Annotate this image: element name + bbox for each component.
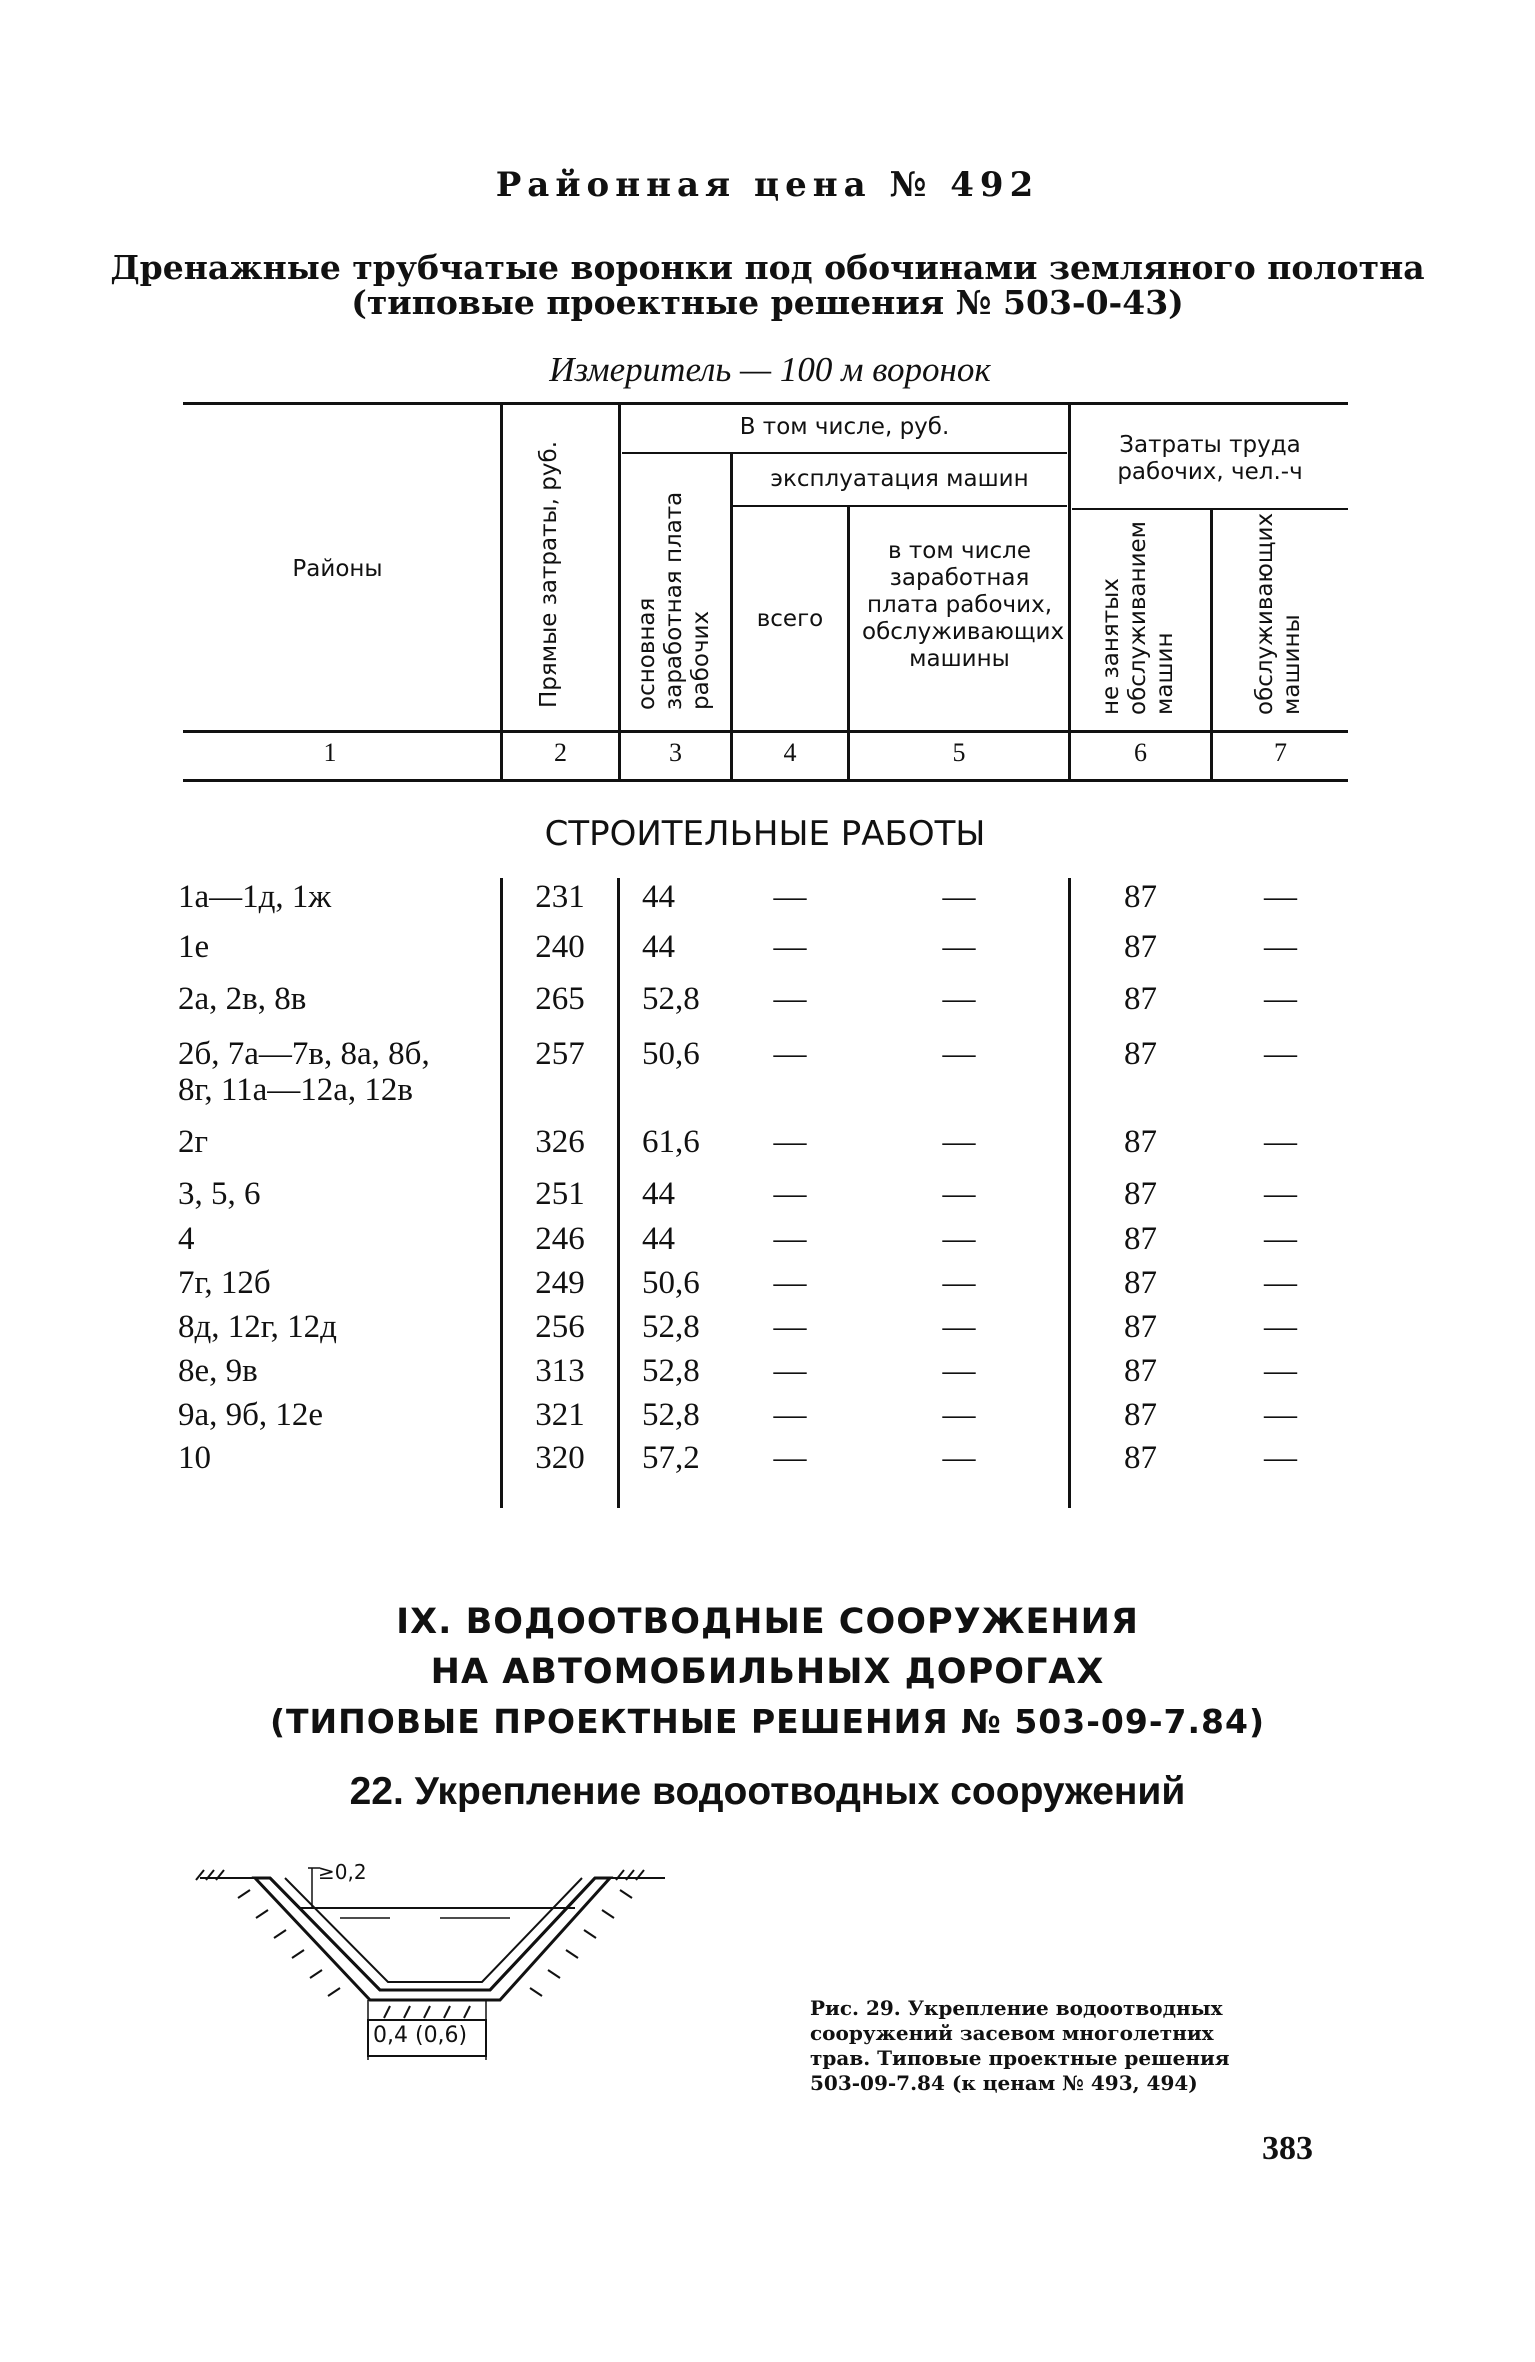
group-machines: эксплуатация машин (770, 466, 1029, 492)
section-heading: СТРОИТЕЛЬНЫЕ РАБОТЫ (544, 814, 986, 854)
header-bottom-rule (183, 730, 1348, 733)
row-labor: 87 (1124, 1440, 1157, 1476)
row-wage: 44 (642, 879, 675, 915)
row-direct: 321 (535, 1397, 585, 1433)
measure-unit: Измеритель — 100 м воронок (549, 350, 991, 389)
row-machine-wage: — (942, 1221, 976, 1257)
caption-line2: сооружений засевом многолетних (810, 2021, 1214, 2045)
row-region: 1е (178, 929, 210, 965)
row-direct: 256 (535, 1309, 585, 1345)
row-total: — (773, 1265, 807, 1301)
row-direct: 251 (535, 1176, 585, 1212)
col-number-7: 7 (1274, 738, 1287, 767)
row-machine-wage: — (942, 1309, 976, 1345)
row-serving: — (1264, 1124, 1297, 1160)
row-wage: 44 (642, 929, 675, 965)
row-wage: 50,6 (642, 1265, 700, 1301)
row-labor: 87 (1124, 1265, 1157, 1301)
row-total: — (773, 1353, 807, 1389)
row-serving: — (1264, 929, 1297, 965)
row-wage: 52,8 (642, 1397, 700, 1433)
row-machine-wage: — (942, 879, 976, 915)
row-serving: — (1264, 1176, 1297, 1212)
row-wage: 44 (642, 1221, 675, 1257)
row-region: 8д, 12г, 12д (178, 1309, 337, 1345)
row-direct: 313 (535, 1353, 585, 1389)
row-serving: — (1264, 981, 1297, 1017)
numbers-bottom-rule (183, 779, 1348, 782)
row-serving: — (1264, 1221, 1297, 1257)
row-wage: 52,8 (642, 1353, 700, 1389)
row-labor: 87 (1124, 1176, 1157, 1212)
chapter-line3: (ТИПОВЫЕ ПРОЕКТНЫЕ РЕШЕНИЯ № 503-09-7.84) (269, 1702, 1266, 1741)
price-title: Районная цена № 492 (495, 165, 1040, 205)
row-labor: 87 (1124, 1397, 1157, 1433)
body-divider-2 (617, 878, 620, 1508)
row-labor: 87 (1124, 929, 1157, 965)
caption-line4: 503-09-7.84 (к ценам № 493, 494) (810, 2071, 1198, 2095)
row-wage: 57,2 (642, 1440, 700, 1476)
row-direct: 231 (535, 879, 585, 915)
row-direct: 257 (535, 1036, 585, 1072)
row-region: 2а, 2в, 8в (178, 981, 307, 1017)
col-number-4: 4 (783, 738, 797, 767)
row-machine-wage: — (942, 1397, 976, 1433)
col-number-2: 2 (554, 738, 567, 767)
row-region: 7г, 12б (178, 1265, 271, 1301)
caption-line3: трав. Типовые проектные решения (810, 2046, 1230, 2070)
figure-caption (810, 1996, 1340, 2096)
col-wage: основная заработная плата рабочих (634, 491, 714, 710)
row-region: 10 (178, 1440, 211, 1476)
row-machine-wage: — (942, 1265, 976, 1301)
row-total: — (773, 981, 807, 1017)
col-divider-5 (1068, 405, 1071, 780)
row-total: — (773, 1036, 807, 1072)
col-number-6: 6 (1134, 738, 1147, 767)
row-total: — (773, 1440, 807, 1476)
row-total: — (773, 879, 807, 915)
row-machine-wage: — (942, 1124, 976, 1160)
row-direct: 265 (535, 981, 585, 1017)
col-divider-2 (618, 405, 621, 780)
row-wage: 44 (642, 1176, 675, 1212)
row-direct: 246 (535, 1221, 585, 1257)
row-machine-wage: — (942, 1036, 976, 1072)
chapter-line2: НА АВТОМОБИЛЬНЫХ ДОРОГАХ (430, 1652, 1105, 1692)
caption-line1: Рис. 29. Укрепление водоотводных (810, 1996, 1223, 2020)
row-region-cont: 8г, 11а—12а, 12в (178, 1072, 413, 1108)
col-total: всего (756, 606, 824, 632)
row-direct: 320 (535, 1440, 585, 1476)
figure-label-bottom: 0,4 (0,6) (373, 2023, 468, 2048)
row-machine-wage: — (942, 1353, 976, 1389)
col-number-1: 1 (323, 738, 337, 767)
section-title: 22. Укрепление водоотводных сооружений (349, 1770, 1186, 1813)
row-total: — (773, 1397, 807, 1433)
figure-label-top: ≥0,2 (318, 1860, 367, 1884)
row-total: — (773, 1124, 807, 1160)
subtitle-line1: Дренажные трубчатые воронки под обочинами земляного полотна (110, 248, 1425, 287)
row-labor: 87 (1124, 1036, 1157, 1072)
row-labor: 87 (1124, 879, 1157, 915)
col-direct: Прямые затраты, руб. (536, 440, 562, 708)
chapter-line1: IX. ВОДООТВОДНЫЕ СООРУЖЕНИЯ (396, 1602, 1139, 1642)
row-wage: 50,6 (642, 1036, 700, 1072)
group-labor: Затраты труда рабочих, чел.-ч (1117, 432, 1303, 485)
col-divider-3 (730, 454, 733, 780)
machines-group-rule (732, 505, 1067, 507)
row-region: 3, 5, 6 (178, 1176, 261, 1212)
col-number-3: 3 (669, 738, 682, 767)
row-serving: — (1264, 1265, 1297, 1301)
row-serving: — (1264, 1353, 1297, 1389)
row-region: 4 (178, 1221, 195, 1257)
row-machine-wage: — (942, 1440, 976, 1476)
row-serving: — (1264, 1397, 1297, 1433)
row-direct: 326 (535, 1124, 585, 1160)
row-machine-wage: — (942, 981, 976, 1017)
row-serving: — (1264, 1440, 1297, 1476)
row-total: — (773, 1176, 807, 1212)
row-region: 2б, 7а—7в, 8а, 8б, (178, 1036, 430, 1072)
row-labor: 87 (1124, 1309, 1157, 1345)
row-labor: 87 (1124, 1353, 1157, 1389)
row-direct: 240 (535, 929, 585, 965)
row-total: — (773, 1221, 807, 1257)
table-top-rule (183, 402, 1348, 405)
row-region: 9а, 9б, 12е (178, 1397, 324, 1433)
col-regions: Районы (292, 556, 383, 582)
row-serving: — (1264, 1309, 1297, 1345)
row-wage: 52,8 (642, 1309, 700, 1345)
subtitle-line2: (типовые проектные решения № 503-0-43) (351, 283, 1184, 322)
row-machine-wage: — (942, 1176, 976, 1212)
incl-group-rule (622, 452, 1067, 454)
row-machine-wage: — (942, 929, 976, 965)
row-total: — (773, 929, 807, 965)
row-labor: 87 (1124, 1124, 1157, 1160)
col-number-5: 5 (952, 738, 966, 767)
col-not-serving: не занятых обслуживанием машин (1098, 520, 1178, 715)
col-serving: обслуживающих машины (1252, 512, 1305, 715)
row-direct: 249 (535, 1265, 585, 1301)
row-total: — (773, 1309, 807, 1345)
row-labor: 87 (1124, 1221, 1157, 1257)
page-number: 383 (1262, 2130, 1313, 2167)
row-serving: — (1264, 1036, 1297, 1072)
group-incl: В том числе, руб. (739, 414, 950, 440)
ditch-cross-section-figure (190, 1860, 690, 2100)
row-serving: — (1264, 879, 1297, 915)
row-wage: 52,8 (642, 981, 700, 1017)
col-machine-wage: в том числе заработная плата рабочих, обслуживающих машины (862, 538, 1065, 672)
row-labor: 87 (1124, 981, 1157, 1017)
row-region: 8е, 9в (178, 1353, 258, 1389)
row-wage: 61,6 (642, 1124, 700, 1160)
row-region: 2г (178, 1124, 209, 1160)
col-divider-1 (500, 405, 503, 780)
row-region: 1а—1д, 1ж (178, 879, 332, 915)
